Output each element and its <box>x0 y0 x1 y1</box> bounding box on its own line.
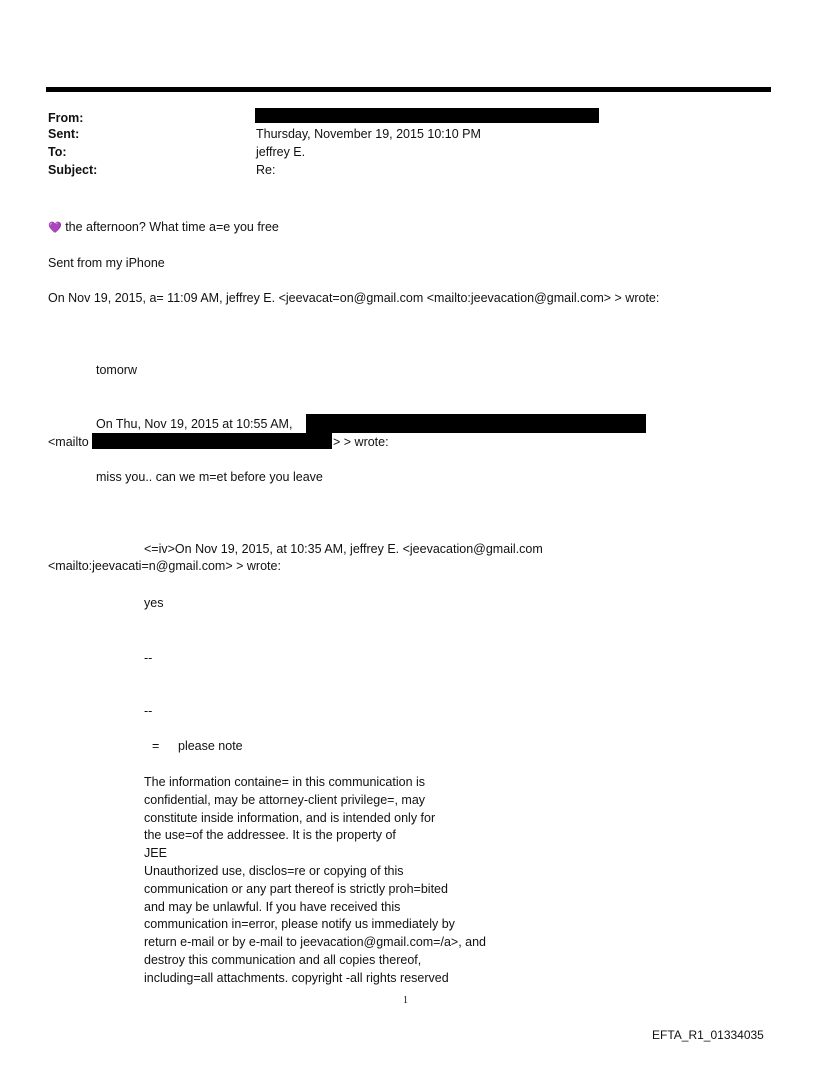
signature-dash-2: -- <box>144 704 153 718</box>
quote-1-wrote: > > wrote: <box>333 435 389 449</box>
to-value: jeffrey E. <box>256 145 306 159</box>
message-1: miss you.. can we m=et before you leave <box>96 470 323 484</box>
disclaimer-line: confidential, may be attorney-client privilege=, may <box>144 792 426 807</box>
disclaimer-line: including=all attachments. copyright -all rights reserved <box>144 970 449 985</box>
to-label: To: <box>48 145 67 159</box>
subject-value: Re: <box>256 163 276 177</box>
page-number: 1 <box>403 995 408 1006</box>
quote-2-header: <=iv>On Nov 19, 2015, at 10:35 AM, jeffrey E. <jeevacation@gmail.com <box>144 542 543 556</box>
subject-label: Subject: <box>48 163 98 177</box>
body-line-1-text: the afternoon? What time a=e you free <box>65 220 279 234</box>
reply-2: yes <box>144 596 164 610</box>
note-label: please note <box>178 739 243 753</box>
body-line-1 <box>48 219 279 236</box>
quote-2-mailto: <mailto:jeevacati=n@gmail.com> > wrote: <box>48 559 281 573</box>
reply-1: tomorw <box>96 363 137 377</box>
body-line-3: On Nov 19, 2015, a= 11:09 AM, jeffrey E. <jeevacat=on@gmail.com <mailto:jeevacation@gmail.com> > wrote: <box>48 291 660 305</box>
disclaimer-line: Unauthorized use, disclos=re or copying of this <box>144 863 404 878</box>
note-equals: = <box>152 739 160 753</box>
quote-1-header: On Thu, Nov 19, 2015 at 10:55 AM, <box>96 417 293 431</box>
disclaimer-line: The information containe= in this communication is <box>144 775 426 789</box>
redacted-quote-1-email <box>92 433 332 449</box>
disclaimer-line: communication or any part thereof is strictly proh=bited <box>144 881 448 896</box>
disclaimer-line: communication in=error, please notify us immediately by <box>144 917 455 932</box>
disclaimer-line: and may be unlawful. If you have received this <box>144 899 401 914</box>
redacted-quote-1-name <box>306 414 646 433</box>
disclaimer-line: constitute inside information, and is intended only for <box>144 810 436 825</box>
heart-icon: 💜 <box>48 222 62 234</box>
header-rule <box>46 87 771 92</box>
disclaimer-line: destroy this communication and all copies thereof, <box>144 952 422 967</box>
disclaimer-line: JEE <box>144 846 167 861</box>
sent-label: Sent: <box>48 127 80 141</box>
sent-value: Thursday, November 19, 2015 10:10 PM <box>256 127 481 141</box>
redacted-sender <box>255 108 599 123</box>
disclaimer-line: return e-mail or by e-mail to jeevacation@gmail.com=/a>, and <box>144 935 487 950</box>
signature-dash-1: -- <box>144 651 153 665</box>
disclaimer <box>144 774 486 988</box>
document-id: EFTA_R1_01334035 <box>652 1028 764 1042</box>
quote-1-mailto: <mailto <box>48 435 89 449</box>
disclaimer-line: the use=of the addressee. It is the property of <box>144 828 396 843</box>
from-label: From: <box>48 111 84 125</box>
body-line-2: Sent from my iPhone <box>48 256 165 270</box>
